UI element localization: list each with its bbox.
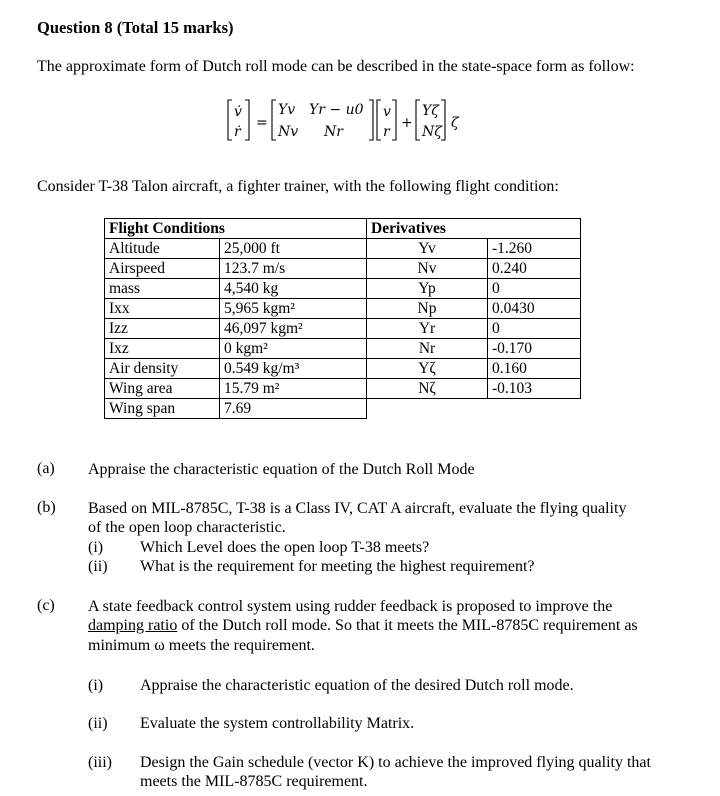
flight-table-header: Flight Conditions [105,219,367,239]
lhs-rdot: ṙ [234,124,241,140]
table-row [105,259,367,279]
b-top: Yζ [422,103,439,119]
table-cell: Wing span [105,399,220,419]
table-cell: 46,097 kgm² [220,319,367,339]
table-cell: -0.170 [488,339,581,359]
part-a-text: Appraise the characteristic equation of the Dutch Roll Mode [88,461,475,478]
table-cell: 123.7 m/s [220,259,367,279]
part-c-line2-rest: of the Dutch roll mode. So that it meets the MIL-8785C requirement as [177,617,638,634]
table-row [367,359,581,379]
part-c-i-label: (i) [88,677,104,694]
table-cell: -0.103 [488,379,581,399]
x-r: r [383,124,390,140]
table-row [105,319,367,339]
table-row [367,279,581,299]
table-row [367,379,581,399]
part-b-ii-label: (ii) [88,558,108,575]
part-c-line1: A state feedback control system using rudder feedback is proposed to improve the [88,598,613,615]
table-cell: 0.240 [488,259,581,279]
derivatives-table-header: Derivatives [367,219,581,239]
table-cell: Yp [367,279,488,299]
lhs-vdot: v̇ [234,104,242,120]
b-bot: Nζ [422,124,442,140]
table-cell: 25,000 ft [220,239,367,259]
part-b-label: (b) [37,499,56,516]
part-c-iii-label: (iii) [88,754,112,771]
part-c-label: (c) [37,597,55,614]
table-cell: Nr [367,339,488,359]
table-cell: Altitude [105,239,220,259]
table-row [367,319,581,339]
x-v: v [383,104,391,120]
table-cell: 0.0430 [488,299,581,319]
table-cell: Wing area [105,379,220,399]
question-title: Question 8 (Total 15 marks) [37,18,234,37]
table-cell: Np [367,299,488,319]
part-c-ii-label: (ii) [88,715,108,732]
a21: Nv [278,124,299,140]
table-cell: Ixx [105,299,220,319]
table-cell: 4,540 kg [220,279,367,299]
table-cell: 5,965 kgm² [220,299,367,319]
table-row [105,279,367,299]
table-cell: Ixz [105,339,220,359]
table-cell: Yv [367,239,488,259]
table-row [367,299,581,319]
part-b-i-text: Which Level does the open loop T-38 meets? [140,539,430,556]
table-cell: 7.69 [220,399,367,419]
part-c-line3: minimum ω meets the requirement. [88,637,315,654]
table-cell: Air density [105,359,220,379]
table-row [105,239,367,259]
part-c-ii-text: Evaluate the system controllability Matrix. [140,715,415,732]
table-row [105,379,367,399]
table-cell: -1.260 [488,239,581,259]
damping-ratio-underlined: damping ratio [88,617,178,634]
table-cell: Airspeed [105,259,220,279]
table-cell: 0.160 [488,359,581,379]
table-cell: 0 [488,319,581,339]
table-cell: Izz [105,319,220,339]
derivatives-table [366,218,581,399]
part-c-line2 [88,616,638,635]
table-cell: 0 kgm² [220,339,367,359]
table-cell: Yζ [367,359,488,379]
a11: Yv [278,102,296,118]
a22: Nr [324,124,343,140]
table-cell: 0.549 kg/m³ [220,359,367,379]
table-cell: mass [105,279,220,299]
table-cell: Nv [367,259,488,279]
consider-text: Consider T-38 Talon aircraft, a fighter trainer, with the following flight condition: [37,178,559,195]
a12: Yr − u0 [309,102,364,118]
table-row [367,259,581,279]
table-row [105,339,367,359]
table-row [367,339,581,359]
table-row [367,239,581,259]
part-c-i-text: Appraise the characteristic equation of the desired Dutch roll mode. [140,677,574,694]
plus-sign: + [401,115,413,131]
part-b-i-label: (i) [88,539,104,556]
input-zeta: ζ [451,115,459,131]
table-cell: Nζ [367,379,488,399]
part-c-iii-line2: meets the MIL-8785C requirement. [140,773,368,790]
part-c-iii-line1: Design the Gain schedule (vector K) to achieve the improved flying quality that [140,754,651,771]
table-cell: 0 [488,279,581,299]
intro-text: The approximate form of Dutch roll mode can be described in the state-space form as follow: [37,58,635,75]
table-row [105,399,367,419]
equals-sign: = [256,115,268,131]
state-space-equation [226,96,486,146]
part-b-ii-text: What is the requirement for meeting the highest requirement? [140,558,535,575]
table-cell: 15.79 m² [220,379,367,399]
part-b-line1: Based on MIL-8785C, T-38 is a Class IV, CAT A aircraft, evaluate the flying quality [88,500,627,517]
table-row [105,359,367,379]
part-a-label: (a) [37,460,55,477]
table-row [105,299,367,319]
flight-conditions-table [104,218,367,419]
part-b-line2: of the open loop characteristic. [88,519,286,536]
table-cell: Yr [367,319,488,339]
